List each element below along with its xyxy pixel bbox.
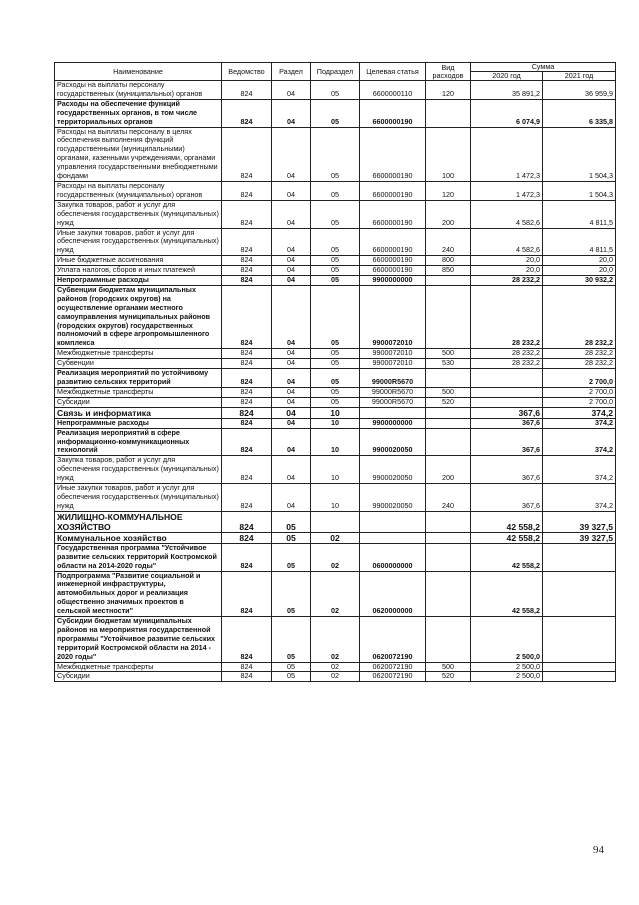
row-name: Расходы на выплаты персоналу государственных (муниципальных) органов <box>55 181 222 200</box>
row-sum-2020: 28 232,2 <box>471 276 543 286</box>
row-sum-2021: 28 232,2 <box>543 349 616 359</box>
row-target: 0600000000 <box>360 543 426 571</box>
row-sum-2021: 2 700,0 <box>543 387 616 397</box>
row-section: 04 <box>272 349 311 359</box>
row-name: Межбюджетные трансферты <box>55 662 222 672</box>
row-sum-2021 <box>543 571 616 617</box>
table-row <box>55 349 616 359</box>
row-section: 04 <box>272 266 311 276</box>
row-sum-2020: 2 500,0 <box>471 662 543 672</box>
row-section: 04 <box>272 428 311 456</box>
row-section: 04 <box>272 228 311 256</box>
row-name: Реализация мероприятий по устойчивому развитию сельских территорий <box>55 369 222 388</box>
page-number: 94 <box>593 844 604 856</box>
row-sum-2021: 39 327,5 <box>543 511 616 532</box>
row-exptype <box>426 428 471 456</box>
row-sum-2021: 28 232,2 <box>543 359 616 369</box>
row-sum-2021: 30 932,2 <box>543 276 616 286</box>
row-dept: 824 <box>222 456 272 484</box>
row-exptype: 800 <box>426 256 471 266</box>
row-subsection: 05 <box>311 359 360 369</box>
row-target: 9900000000 <box>360 276 426 286</box>
row-target: 9900020050 <box>360 456 426 484</box>
row-sum-2020: 42 558,2 <box>471 511 543 532</box>
row-dept: 824 <box>222 256 272 266</box>
row-name: Расходы на обеспечение функций государственных органов, в том числе территориальных органов <box>55 99 222 127</box>
row-sum-2021: 39 327,5 <box>543 532 616 543</box>
row-target: 9900072010 <box>360 359 426 369</box>
row-exptype: 100 <box>426 127 471 181</box>
row-exptype <box>426 571 471 617</box>
row-target: 9900020050 <box>360 484 426 512</box>
table-row <box>55 285 616 348</box>
table-row <box>55 407 616 418</box>
header-name: Наименование <box>55 63 222 81</box>
row-dept: 824 <box>222 407 272 418</box>
row-name: Межбюджетные трансферты <box>55 349 222 359</box>
row-dept: 824 <box>222 359 272 369</box>
row-sum-2020: 4 582,6 <box>471 200 543 228</box>
row-name: Расходы на выплаты персоналу государственных (муниципальных) органов <box>55 81 222 100</box>
row-dept: 824 <box>222 266 272 276</box>
row-dept: 824 <box>222 181 272 200</box>
row-name: Иные закупки товаров, работ и услуг для обеспечения государственных (муниципальных) нужд <box>55 484 222 512</box>
row-subsection: 05 <box>311 387 360 397</box>
row-section: 04 <box>272 81 311 100</box>
table-row <box>55 418 616 428</box>
header-sum: Сумма <box>471 63 616 72</box>
row-section: 04 <box>272 99 311 127</box>
row-sum-2021: 374,2 <box>543 484 616 512</box>
table-row <box>55 543 616 571</box>
row-sum-2020: 28 232,2 <box>471 285 543 348</box>
row-dept: 824 <box>222 127 272 181</box>
row-target: 99000R5670 <box>360 387 426 397</box>
row-section: 05 <box>272 672 311 682</box>
row-subsection: 05 <box>311 285 360 348</box>
table-row <box>55 662 616 672</box>
row-section: 04 <box>272 285 311 348</box>
row-sum-2021: 374,2 <box>543 428 616 456</box>
row-sum-2020: 35 891,2 <box>471 81 543 100</box>
row-target: 6600000110 <box>360 81 426 100</box>
table-row <box>55 456 616 484</box>
row-section: 04 <box>272 181 311 200</box>
row-sum-2021: 1 504,3 <box>543 181 616 200</box>
table-row <box>55 256 616 266</box>
row-subsection: 02 <box>311 571 360 617</box>
row-name: Иные бюджетные ассигнования <box>55 256 222 266</box>
row-exptype: 520 <box>426 672 471 682</box>
budget-table <box>54 62 616 682</box>
row-exptype: 850 <box>426 266 471 276</box>
row-target: 0620000000 <box>360 571 426 617</box>
row-section: 04 <box>272 484 311 512</box>
row-section: 04 <box>272 407 311 418</box>
row-exptype <box>426 511 471 532</box>
row-exptype <box>426 617 471 663</box>
row-target: 9900000000 <box>360 418 426 428</box>
header-subsection: Подраздел <box>311 63 360 81</box>
row-subsection: 05 <box>311 127 360 181</box>
row-subsection: 10 <box>311 456 360 484</box>
row-sum-2021: 20,0 <box>543 266 616 276</box>
table-row <box>55 359 616 369</box>
row-name: Коммунальное хозяйство <box>55 532 222 543</box>
row-dept: 824 <box>222 428 272 456</box>
row-dept: 824 <box>222 276 272 286</box>
row-section: 05 <box>272 532 311 543</box>
header-target: Целевая статья <box>360 63 426 81</box>
row-exptype: 200 <box>426 456 471 484</box>
table-row <box>55 532 616 543</box>
table-row <box>55 276 616 286</box>
row-target <box>360 407 426 418</box>
row-sum-2021 <box>543 672 616 682</box>
row-target: 6600000190 <box>360 228 426 256</box>
row-dept: 824 <box>222 387 272 397</box>
row-sum-2021: 374,2 <box>543 418 616 428</box>
row-dept: 824 <box>222 369 272 388</box>
row-subsection: 05 <box>311 200 360 228</box>
row-exptype <box>426 285 471 348</box>
row-sum-2021: 6 335,8 <box>543 99 616 127</box>
row-subsection: 10 <box>311 418 360 428</box>
row-dept: 824 <box>222 285 272 348</box>
row-name: Расходы на выплаты персоналу в целях обеспечения выполнения функций государственными (муниципальными) органами, казенными учреждениями, органами управления государственными внебюджетными фондами <box>55 127 222 181</box>
row-subsection: 05 <box>311 266 360 276</box>
header-exptype: Вид расходов <box>426 63 471 81</box>
row-section: 04 <box>272 276 311 286</box>
row-sum-2021: 1 504,3 <box>543 127 616 181</box>
row-target: 9900020050 <box>360 428 426 456</box>
row-sum-2020: 4 582,6 <box>471 228 543 256</box>
row-sum-2020: 367,6 <box>471 456 543 484</box>
row-exptype <box>426 532 471 543</box>
header-section: Раздел <box>272 63 311 81</box>
row-section: 04 <box>272 200 311 228</box>
row-name: Непрограммные расходы <box>55 418 222 428</box>
row-exptype: 240 <box>426 484 471 512</box>
row-dept: 824 <box>222 617 272 663</box>
row-sum-2020: 28 232,2 <box>471 349 543 359</box>
row-subsection: 05 <box>311 369 360 388</box>
row-sum-2021: 374,2 <box>543 456 616 484</box>
row-dept: 824 <box>222 397 272 407</box>
row-subsection: 05 <box>311 81 360 100</box>
row-sum-2021: 4 811,5 <box>543 228 616 256</box>
row-target <box>360 532 426 543</box>
row-dept: 824 <box>222 81 272 100</box>
row-exptype <box>426 369 471 388</box>
row-section: 05 <box>272 543 311 571</box>
row-exptype <box>426 543 471 571</box>
row-target: 9900072010 <box>360 349 426 359</box>
row-sum-2020: 1 472,3 <box>471 181 543 200</box>
row-name: Связь и информатика <box>55 407 222 418</box>
row-sum-2021: 4 811,5 <box>543 200 616 228</box>
row-name: Закупка товаров, работ и услуг для обеспечения государственных (муниципальных) нужд <box>55 200 222 228</box>
row-exptype: 120 <box>426 181 471 200</box>
row-subsection: 05 <box>311 276 360 286</box>
row-name: Уплата налогов, сборов и иных платежей <box>55 266 222 276</box>
row-name: ЖИЛИЩНО-КОММУНАЛЬНОЕ ХОЗЯЙСТВО <box>55 511 222 532</box>
row-target: 0620072190 <box>360 662 426 672</box>
row-dept: 824 <box>222 99 272 127</box>
row-sum-2020 <box>471 387 543 397</box>
row-sum-2020 <box>471 369 543 388</box>
table-row <box>55 200 616 228</box>
row-target: 0620072190 <box>360 672 426 682</box>
row-sum-2020: 42 558,2 <box>471 532 543 543</box>
table-row <box>55 571 616 617</box>
row-subsection <box>311 511 360 532</box>
row-dept: 824 <box>222 672 272 682</box>
table-row <box>55 81 616 100</box>
row-name: Субсидии <box>55 397 222 407</box>
row-sum-2020: 1 472,3 <box>471 127 543 181</box>
table-row <box>55 428 616 456</box>
row-sum-2021 <box>543 662 616 672</box>
row-subsection: 05 <box>311 99 360 127</box>
row-name: Субвенции бюджетам муниципальных районов (городских округов) на осуществление органами местного самоуправления муниципальных районов (городских округов) государственных полномочий в сфере агропромышленного комплекса <box>55 285 222 348</box>
row-sum-2021 <box>543 543 616 571</box>
table-row <box>55 228 616 256</box>
row-dept: 824 <box>222 662 272 672</box>
table-row <box>55 266 616 276</box>
table-body <box>55 81 616 682</box>
row-subsection: 02 <box>311 662 360 672</box>
row-exptype: 500 <box>426 349 471 359</box>
row-sum-2020: 2 500,0 <box>471 617 543 663</box>
row-name: Субсидии бюджетам муниципальных районов на мероприятия государственной программы "Устойчивое развитие сельских территорий Костромской области на 2014 - 2020 годы" <box>55 617 222 663</box>
row-section: 04 <box>272 456 311 484</box>
row-target: 9900072010 <box>360 285 426 348</box>
row-sum-2020: 367,6 <box>471 484 543 512</box>
row-sum-2020: 42 558,2 <box>471 543 543 571</box>
row-target: 6600000190 <box>360 200 426 228</box>
row-dept: 824 <box>222 543 272 571</box>
table-row <box>55 387 616 397</box>
row-exptype <box>426 418 471 428</box>
row-section: 05 <box>272 662 311 672</box>
row-subsection: 05 <box>311 349 360 359</box>
row-sum-2020 <box>471 397 543 407</box>
row-exptype <box>426 99 471 127</box>
row-name: Субвенции <box>55 359 222 369</box>
budget-table-container <box>54 62 616 682</box>
row-sum-2021: 36 959,9 <box>543 81 616 100</box>
row-subsection: 02 <box>311 532 360 543</box>
row-sum-2021: 374,2 <box>543 407 616 418</box>
row-section: 04 <box>272 397 311 407</box>
row-sum-2020: 367,6 <box>471 407 543 418</box>
row-dept: 824 <box>222 418 272 428</box>
row-target: 99000R5670 <box>360 397 426 407</box>
row-sum-2020: 367,6 <box>471 428 543 456</box>
row-subsection: 02 <box>311 672 360 682</box>
row-name: Закупка товаров, работ и услуг для обеспечения государственных (муниципальных) нужд <box>55 456 222 484</box>
row-dept: 824 <box>222 200 272 228</box>
row-sum-2020: 6 074,9 <box>471 99 543 127</box>
row-name: Подпрограмма "Развитие социальной и инженерной инфраструктуры, автомобильных дорог и реализация общественно значимых проектов в сельской местности" <box>55 571 222 617</box>
row-name: Субсидии <box>55 672 222 682</box>
table-row <box>55 511 616 532</box>
row-section: 04 <box>272 387 311 397</box>
row-dept: 824 <box>222 484 272 512</box>
row-target: 6600000190 <box>360 127 426 181</box>
row-section: 04 <box>272 127 311 181</box>
row-subsection: 10 <box>311 428 360 456</box>
row-exptype: 120 <box>426 81 471 100</box>
row-name: Непрограммные расходы <box>55 276 222 286</box>
row-section: 04 <box>272 359 311 369</box>
table-row <box>55 99 616 127</box>
row-exptype: 530 <box>426 359 471 369</box>
header-year-2021: 2021 год <box>543 72 616 81</box>
row-target: 6600000190 <box>360 181 426 200</box>
row-dept: 824 <box>222 511 272 532</box>
row-subsection: 05 <box>311 228 360 256</box>
row-exptype: 240 <box>426 228 471 256</box>
row-section: 05 <box>272 511 311 532</box>
row-sum-2020: 20,0 <box>471 256 543 266</box>
table-row <box>55 617 616 663</box>
row-section: 04 <box>272 256 311 266</box>
row-dept: 824 <box>222 571 272 617</box>
row-subsection: 02 <box>311 617 360 663</box>
row-section: 04 <box>272 369 311 388</box>
table-header <box>55 63 616 81</box>
row-exptype: 520 <box>426 397 471 407</box>
row-target <box>360 511 426 532</box>
row-section: 05 <box>272 571 311 617</box>
row-sum-2020: 2 500,0 <box>471 672 543 682</box>
row-sum-2021: 28 232,2 <box>543 285 616 348</box>
table-row <box>55 397 616 407</box>
row-sum-2020: 28 232,2 <box>471 359 543 369</box>
table-row <box>55 672 616 682</box>
row-target: 6600000190 <box>360 256 426 266</box>
row-name: Реализация мероприятий в сфере информационно-коммуникационных технологий <box>55 428 222 456</box>
row-name: Иные закупки товаров, работ и услуг для обеспечения государственных (муниципальных) нужд <box>55 228 222 256</box>
row-dept: 824 <box>222 349 272 359</box>
row-sum-2020: 367,6 <box>471 418 543 428</box>
table-row <box>55 127 616 181</box>
row-subsection: 05 <box>311 256 360 266</box>
table-row <box>55 484 616 512</box>
row-exptype: 500 <box>426 662 471 672</box>
table-row <box>55 369 616 388</box>
row-target: 6600000190 <box>360 266 426 276</box>
row-name: Государственная программа "Устойчивое развитие сельских территорий Костромской области на 2014-2020 годы" <box>55 543 222 571</box>
row-target: 99000R5670 <box>360 369 426 388</box>
row-dept: 824 <box>222 228 272 256</box>
row-sum-2020: 20,0 <box>471 266 543 276</box>
header-dept: Ведомство <box>222 63 272 81</box>
row-exptype <box>426 276 471 286</box>
row-sum-2021: 20,0 <box>543 256 616 266</box>
row-exptype: 200 <box>426 200 471 228</box>
row-sum-2021: 2 700,0 <box>543 369 616 388</box>
row-sum-2020: 42 558,2 <box>471 571 543 617</box>
row-sum-2021 <box>543 617 616 663</box>
row-subsection: 02 <box>311 543 360 571</box>
row-section: 04 <box>272 418 311 428</box>
row-dept: 824 <box>222 532 272 543</box>
row-subsection: 10 <box>311 484 360 512</box>
row-subsection: 05 <box>311 181 360 200</box>
row-exptype: 500 <box>426 387 471 397</box>
row-target: 6600000190 <box>360 99 426 127</box>
table-row <box>55 181 616 200</box>
row-exptype <box>426 407 471 418</box>
header-year-2020: 2020 год <box>471 72 543 81</box>
row-sum-2021: 2 700,0 <box>543 397 616 407</box>
row-name: Межбюджетные трансферты <box>55 387 222 397</box>
row-target: 0620072190 <box>360 617 426 663</box>
row-section: 05 <box>272 617 311 663</box>
row-subsection: 10 <box>311 407 360 418</box>
row-subsection: 05 <box>311 397 360 407</box>
